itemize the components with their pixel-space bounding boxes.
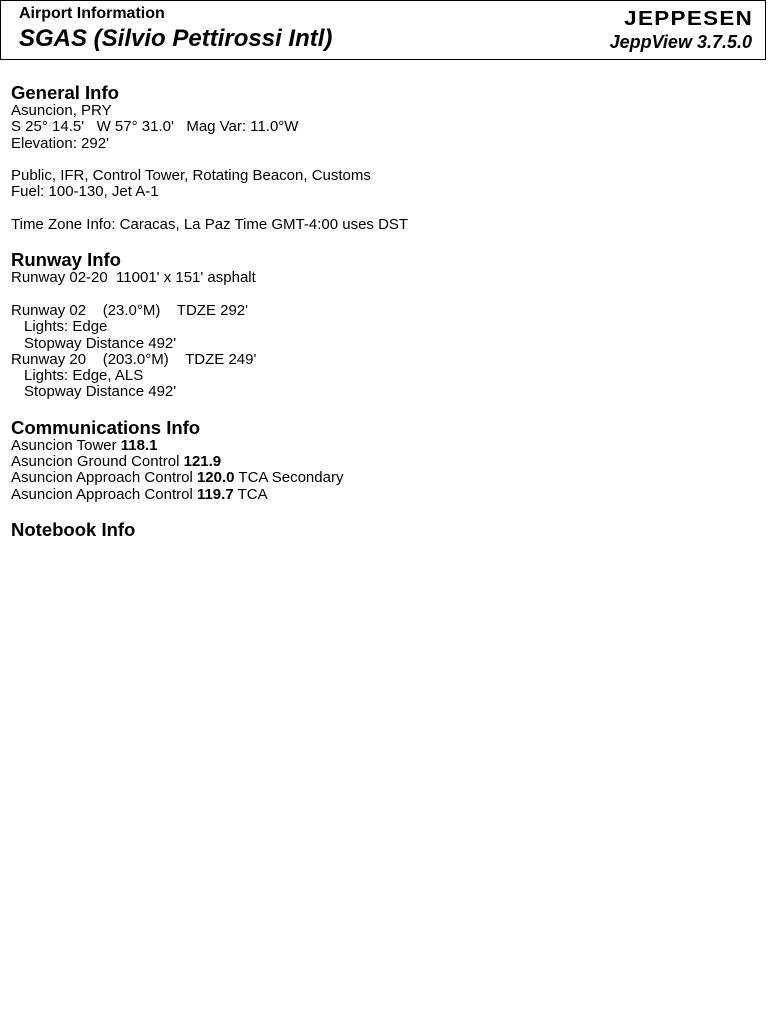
comm-frequency: 119.7	[196, 485, 234, 503]
comm-item	[11, 487, 751, 503]
spacer	[11, 401, 751, 417]
comm-name: Asuncion Approach Control	[11, 485, 193, 503]
comm-frequency: 120.0	[196, 469, 235, 487]
general-info-heading: General Info	[11, 82, 119, 103]
timezone-text: Time Zone Info: Caracas, La Paz Time GMT-4:00 uses DST	[11, 216, 409, 234]
runway-02-stopway: Stopway Distance 492'	[24, 334, 177, 352]
runway-info-heading: Runway Info	[11, 249, 121, 271]
header-label: Airport Information	[19, 5, 165, 22]
communications-info-heading: Communications Info	[11, 416, 201, 438]
comm-frequency: 118.1	[120, 436, 158, 454]
comm-name: Asuncion Ground Control	[11, 453, 180, 471]
facilities-text: Public, IFR, Control Tower, Rotating Beacon, Customs	[11, 167, 371, 185]
spacer	[11, 503, 751, 519]
runway-20-lights: Lights: Edge, ALS	[24, 367, 144, 385]
location-text: Asuncion, PRY	[11, 102, 112, 119]
spacer	[11, 233, 751, 249]
comm-frequency: 121.9	[183, 453, 222, 471]
runway-summary: Runway 02-20 11001' x 151' asphalt	[11, 269, 256, 287]
comm-item	[11, 454, 751, 470]
app-version: JeppView 3.7.5.0	[609, 32, 752, 52]
jeppesen-logo: JEPPESEN	[623, 8, 753, 30]
elevation-text: Elevation: 292'	[11, 134, 109, 152]
coordinates-text: S 25° 14.5' W 57° 31.0' Mag Var: 11.0°W	[11, 118, 299, 136]
comm-name: Asuncion Approach Control	[11, 469, 193, 487]
runway-02-lights: Lights: Edge	[24, 318, 108, 336]
fuel-text: Fuel: 100-130, Jet A-1	[11, 183, 159, 201]
runway-20-stopway: Stopway Distance 492'	[24, 383, 177, 401]
comm-note: TCA Secondary	[238, 469, 344, 487]
comm-item	[11, 438, 751, 454]
notebook-info-heading: Notebook Info	[11, 518, 136, 540]
spacer	[11, 201, 751, 217]
runway-02-heading: Runway 02 (23.0°M) TDZE 292'	[11, 301, 249, 319]
spacer	[11, 287, 751, 303]
runway-20-heading: Runway 20 (203.0°M) TDZE 249'	[11, 350, 257, 368]
comm-item	[11, 470, 751, 486]
comm-note: TCA	[237, 485, 268, 503]
comm-name: Asuncion Tower	[11, 436, 117, 454]
airport-info-content	[11, 82, 751, 540]
spacer	[11, 152, 751, 168]
airport-title: SGAS (Silvio Pettirossi Intl)	[19, 25, 333, 52]
header-box	[0, 0, 766, 60]
